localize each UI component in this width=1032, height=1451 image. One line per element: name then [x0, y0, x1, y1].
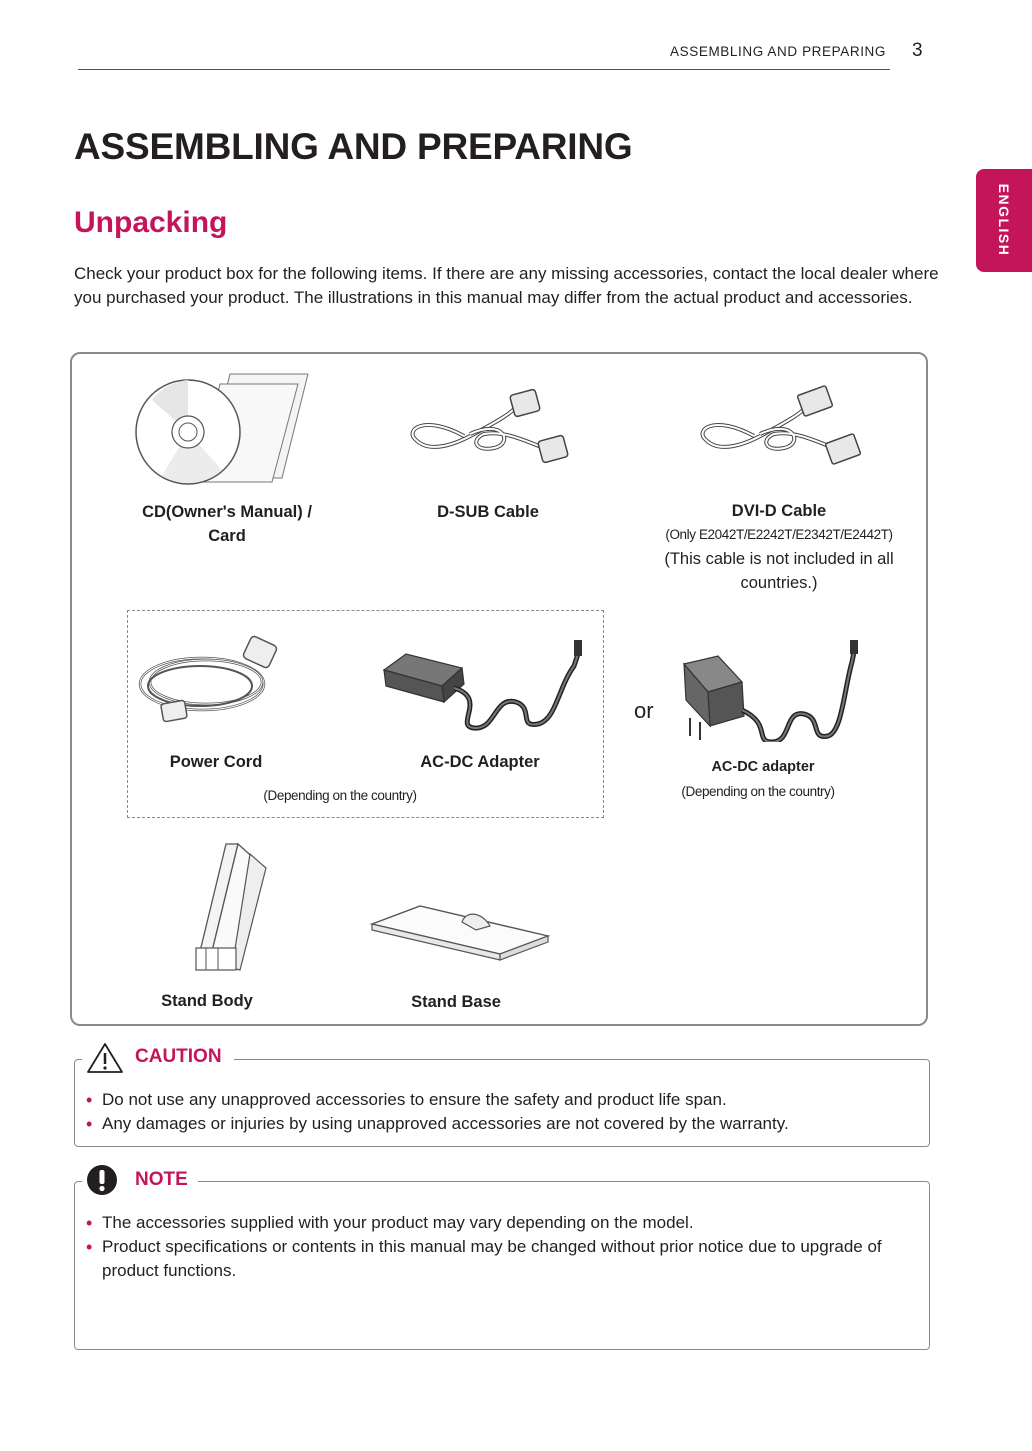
caution-item: • Do not use any unapproved accessories to ensure the safety and product life span. [74, 1088, 930, 1112]
dvid-cable-icon [694, 384, 864, 466]
intro-paragraph: Check your product box for the following items. If there are any missing accessories, contact the local dealer where you purchased your product. The illustrations in this manual may differ from the actual product and accessories. [74, 264, 939, 307]
caution-title: CAUTION [135, 1046, 230, 1068]
ac-dc-adapter-alt-icon [676, 638, 876, 742]
ac-dc-adapter-alt-label: AC-DC adapter [711, 759, 815, 775]
stand-base-icon [366, 900, 556, 962]
or-separator: or [634, 698, 654, 723]
note-item: • Product specifications or contents in this manual may be changed without prior notice due to upgrade of product functions. [74, 1235, 930, 1283]
exclamation-icon [86, 1164, 118, 1196]
caution-list [74, 1088, 930, 1136]
dashed-group-note: (Depending on the country) [263, 788, 417, 803]
page-title: ASSEMBLING AND PREPARING [74, 126, 633, 167]
language-tab [976, 169, 1032, 272]
running-header: ASSEMBLING AND PREPARING [670, 44, 886, 59]
note-header [82, 1162, 198, 1198]
dvid-cable-note-line2: countries.) [740, 574, 818, 592]
header-rule [78, 69, 890, 70]
power-cord-icon [134, 632, 294, 728]
note-title: NOTE [135, 1169, 196, 1191]
dsub-cable-label: D-SUB Cable [437, 503, 539, 521]
ac-dc-adapter-alt-note: (Depending on the country) [681, 784, 835, 799]
caution-header [82, 1040, 234, 1074]
stand-body-label: Stand Body [161, 992, 253, 1010]
note-list [74, 1211, 930, 1283]
page-number: 3 [912, 40, 923, 61]
cd-label-line1: CD(Owner's Manual) / [142, 503, 312, 521]
dvid-cable-label: DVI-D Cable [731, 502, 827, 520]
note-item: • The accessories supplied with your product may vary depending on the model. [74, 1211, 930, 1235]
caution-item: • Any damages or injuries by using unapproved accessories are not covered by the warranty. [74, 1112, 930, 1136]
language-tab-label: ENGLISH [996, 183, 1012, 257]
cd-label-line2: Card [208, 527, 246, 545]
cd-card-icon [132, 370, 312, 485]
dvid-cable-models: (Only E2042T/E2242T/E2342T/E2442T) [665, 527, 893, 542]
dsub-cable-icon [404, 384, 574, 466]
stand-body-icon [166, 840, 276, 974]
warning-triangle-icon [86, 1042, 124, 1074]
section-title: Unpacking [74, 206, 228, 239]
ac-dc-adapter-label: AC-DC Adapter [420, 753, 540, 771]
ac-dc-adapter-icon [378, 632, 598, 738]
stand-base-label: Stand Base [411, 993, 501, 1011]
power-cord-label: Power Cord [169, 753, 263, 771]
dvid-cable-note-line1: (This cable is not included in all [664, 550, 894, 568]
